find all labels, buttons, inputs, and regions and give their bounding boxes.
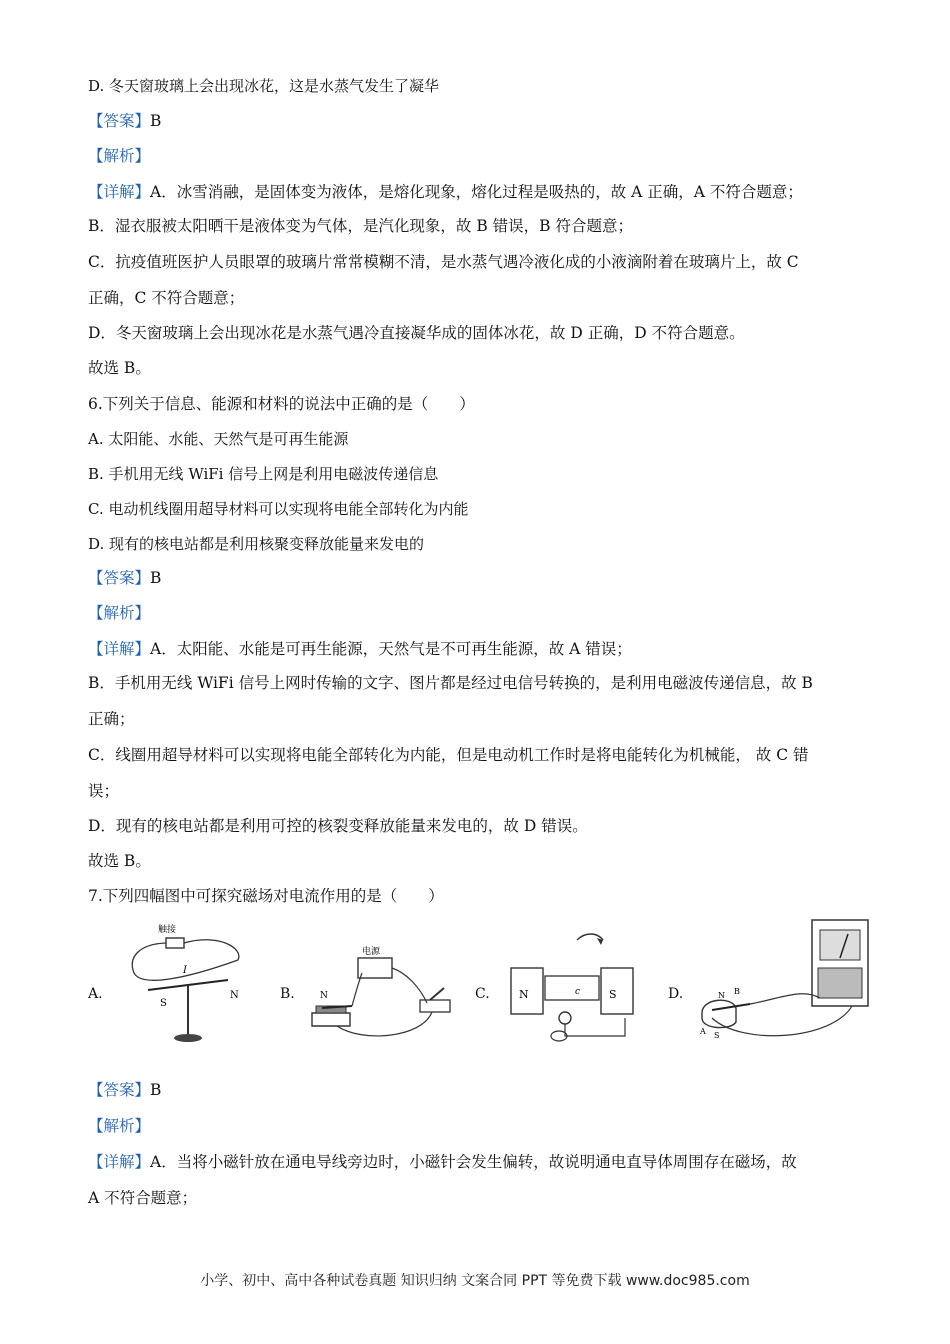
touch-label: 触接 [158, 925, 177, 935]
generator-diagram [505, 918, 645, 1046]
q5-conclusion: 故选 B。 [88, 359, 151, 377]
figure-d-label: D. [668, 986, 684, 1002]
q6-conclusion: 故选 B。 [88, 852, 151, 870]
galvanometer-dial [820, 930, 860, 960]
q6-stem: 6.下列关于信息、能源和材料的说法中正确的是（ ） [88, 395, 475, 413]
stand-base [174, 1034, 202, 1042]
answer-value: B [150, 1081, 162, 1099]
oersted-diagram [128, 918, 248, 1046]
south-label: S [609, 988, 617, 1001]
q5-detail-c1: C．抗疫值班医护人员眼罩的玻璃片常常模糊不清，是水蒸气遇冷液化成的小液滴附着在玻璃片上，故 C [88, 253, 799, 271]
q5-analysis-tag: 【解析】 [88, 147, 151, 165]
q5-detail-c2: 正确，C 不符合题意； [88, 289, 245, 307]
q6-detail-d: D．现有的核电站都是利用可控的核裂变释放能量来发电的，故 D 错误。 [88, 817, 588, 835]
wire-3 [337, 1012, 432, 1036]
q6-detail-c1: C．线圈用超导材料可以实现将电能全部转化为内能，但是电动机工作时是将电能转化为机械能， 故 C 错 [88, 746, 809, 764]
q6-option-d: D. 现有的核电站都是利用核聚变释放能量来发电的 [88, 535, 425, 553]
q6-detail-b2: 正确； [88, 710, 135, 728]
wire-1 [352, 973, 362, 1006]
magnet-shape [312, 1013, 350, 1026]
q7-detail-a2: A 不符合题意； [88, 1189, 198, 1207]
answer-tag: 【答案】 [88, 569, 151, 587]
q6-option-c: C. 电动机线圈用超导材料可以实现将电能全部转化为内能 [88, 500, 469, 518]
q6-detail-b1: B．手机用无线 WiFi 信号上网时传输的文字、图片都是经过电信号转换的，是利用电磁波传递信息，故 B [88, 674, 813, 692]
q7-answer [88, 1080, 161, 1100]
switch-base [420, 1000, 450, 1012]
q6-option-a: A. 太阳能、水能、天然气是可再生能源 [88, 430, 349, 448]
power-supply [358, 958, 392, 978]
north-label: N [230, 990, 239, 1001]
figure-c-label: C. [475, 986, 490, 1002]
figure-a-label: A. [88, 986, 103, 1002]
q5-option-d: D. 冬天窗玻璃上会出现冰花，这是水蒸气发生了凝华 [88, 77, 440, 95]
q5-detail-a: 【详解】A．冰雪消融，是固体变为液体，是熔化现象，熔化过程是吸热的，故 A 正确，A 不符合题意； [88, 183, 803, 201]
power-label: 电源 [362, 947, 381, 957]
answer-value: B [150, 112, 162, 130]
q7-figure-row [88, 918, 878, 1048]
page-footer: 小学、初中、高中各种试卷真题 知识归纳 文案合同 PPT 等免费下载 www.doc985.com [200, 1273, 750, 1289]
q7-detail-a1: 【详解】A．当将小磁针放在通电导线旁边时，小磁针会发生偏转，故说明通电直导体周围存在磁场，故 [88, 1153, 797, 1171]
slip-ring [559, 1012, 571, 1024]
figure-b-label: B. [280, 986, 295, 1002]
south-label: S [160, 998, 167, 1009]
current-label: I [183, 965, 187, 976]
q7-analysis-tag: 【解析】 [88, 1117, 151, 1135]
q5-detail-b: B．湿衣服被太阳晒干是液体变为气体，是汽化现象，故 B 错误，B 符合题意； [88, 217, 633, 235]
point-a-label: A [700, 1027, 706, 1036]
output-wire [565, 1018, 625, 1036]
coil [545, 976, 599, 1000]
q6-detail-c2: 误； [88, 782, 120, 800]
pole-n-label: N [718, 991, 725, 1000]
q6-option-b: B. 手机用无线 WiFi 信号上网是利用电磁波传递信息 [88, 465, 439, 483]
conductor-ab [712, 1004, 750, 1010]
battery-shape [166, 938, 184, 948]
q6-detail-a: 【详解】A．太阳能、水能是可再生能源，天然气是不可再生能源，故 A 错误； [88, 640, 632, 658]
pole-s-label: S [714, 1031, 720, 1040]
q6-answer [88, 568, 161, 588]
q6-analysis-tag: 【解析】 [88, 604, 151, 622]
answer-value: B [150, 569, 162, 587]
wire-bottom [712, 1006, 852, 1036]
motor-diagram [302, 918, 462, 1046]
answer-tag: 【答案】 [88, 1081, 151, 1099]
magnet-south-block [601, 968, 633, 1014]
q5-answer [88, 111, 161, 131]
pole-label: N [320, 991, 328, 1001]
galvanometer-panel [818, 968, 862, 998]
switch-lever [430, 988, 444, 1000]
wire-top [750, 994, 820, 1004]
induction-diagram [692, 918, 882, 1046]
wire-2 [392, 968, 427, 1003]
answer-tag: 【答案】 [88, 112, 151, 130]
north-label: N [519, 988, 529, 1001]
coil-label: c [575, 987, 581, 997]
q7-stem: 7.下列四幅图中可探究磁场对电流作用的是（ ） [88, 887, 444, 905]
q5-detail-d: D．冬天窗玻璃上会出现冰花是水蒸气遇冷直接凝华成的固体冰花，故 D 正确，D 不符合题意。 [88, 324, 745, 342]
point-b-label: B [734, 987, 740, 996]
